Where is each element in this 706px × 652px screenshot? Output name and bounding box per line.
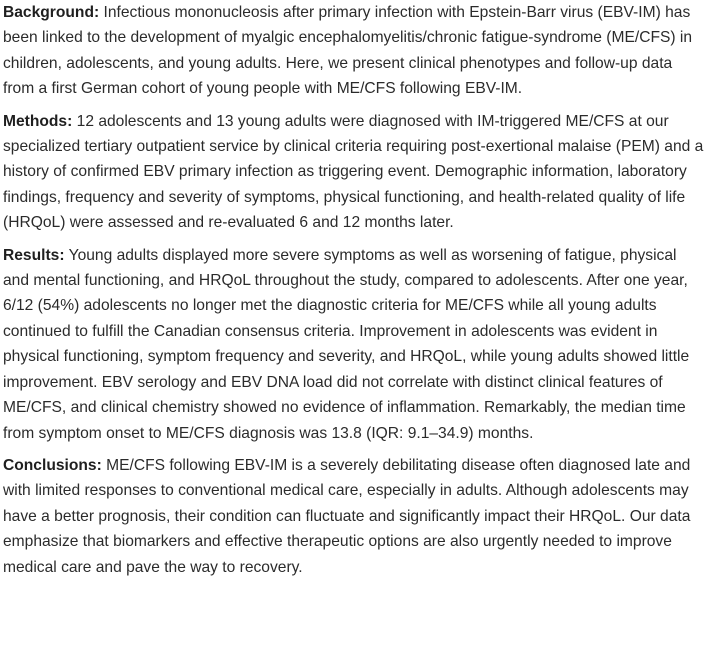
section-label: Conclusions:: [3, 456, 102, 474]
abstract-section-results: [3, 243, 706, 446]
section-label: Results:: [3, 246, 65, 264]
section-text: ME/CFS following EBV-IM is a severely debilitating disease often diagnosed late and with limited responses to conventional medical care, especially in adults. Although adolescents may have a better prognosis, their condition can fluctuate and significantly impact their HRQoL. Our data emphasize that biomarkers and effective therapeutic options are also urgently needed to improve medical care and pave the way to recovery.: [3, 456, 691, 576]
abstract-section-conclusions: [3, 453, 706, 580]
abstract-section-background: [3, 0, 706, 102]
abstract-section-methods: [3, 109, 706, 236]
section-label: Background:: [3, 4, 100, 21]
section-text: Infectious mononucleosis after primary infection with Epstein-Barr virus (EBV-IM) has been linked to the development of myalgic encephalomyelitis/chronic fatigue-syndrome (ME/CFS) in children, adolescents, and young adults. Here, we present clinical phenotypes and follow-up data from a first German cohort of young people with ME/CFS following EBV-IM.: [3, 4, 693, 98]
section-label: Methods:: [3, 112, 73, 130]
section-text: Young adults displayed more severe symptoms as well as worsening of fatigue, physical and mental functioning, and HRQoL throughout the study, compared to adolescents. After one year, 6/12 (54%) adolescents no longer met the diagnostic criteria for ME/CFS while all young adults continued to fulfill the Canadian consensus criteria. Improvement in adolescents was evident in physical functioning, symptom frequency and severity, and HRQoL, while young adults showed little improvement. EBV serology and EBV DNA load did not correlate with distinct clinical features of ME/CFS, and clinical chemistry showed no evidence of inflammation. Remarkably, the median time from symptom onset to ME/CFS diagnosis was 13.8 (IQR: 9.1–34.9) months.: [3, 246, 690, 442]
section-text: 12 adolescents and 13 young adults were diagnosed with IM-triggered ME/CFS at our specialized tertiary outpatient service by clinical criteria requiring post-exertional malaise (PEM) and a history of confirmed EBV primary infection as triggering event. Demographic information, laboratory findings, frequency and severity of symptoms, physical functioning, and health-related quality of life (HRQoL) were assessed and re-evaluated 6 and 12 months later.: [3, 112, 704, 232]
